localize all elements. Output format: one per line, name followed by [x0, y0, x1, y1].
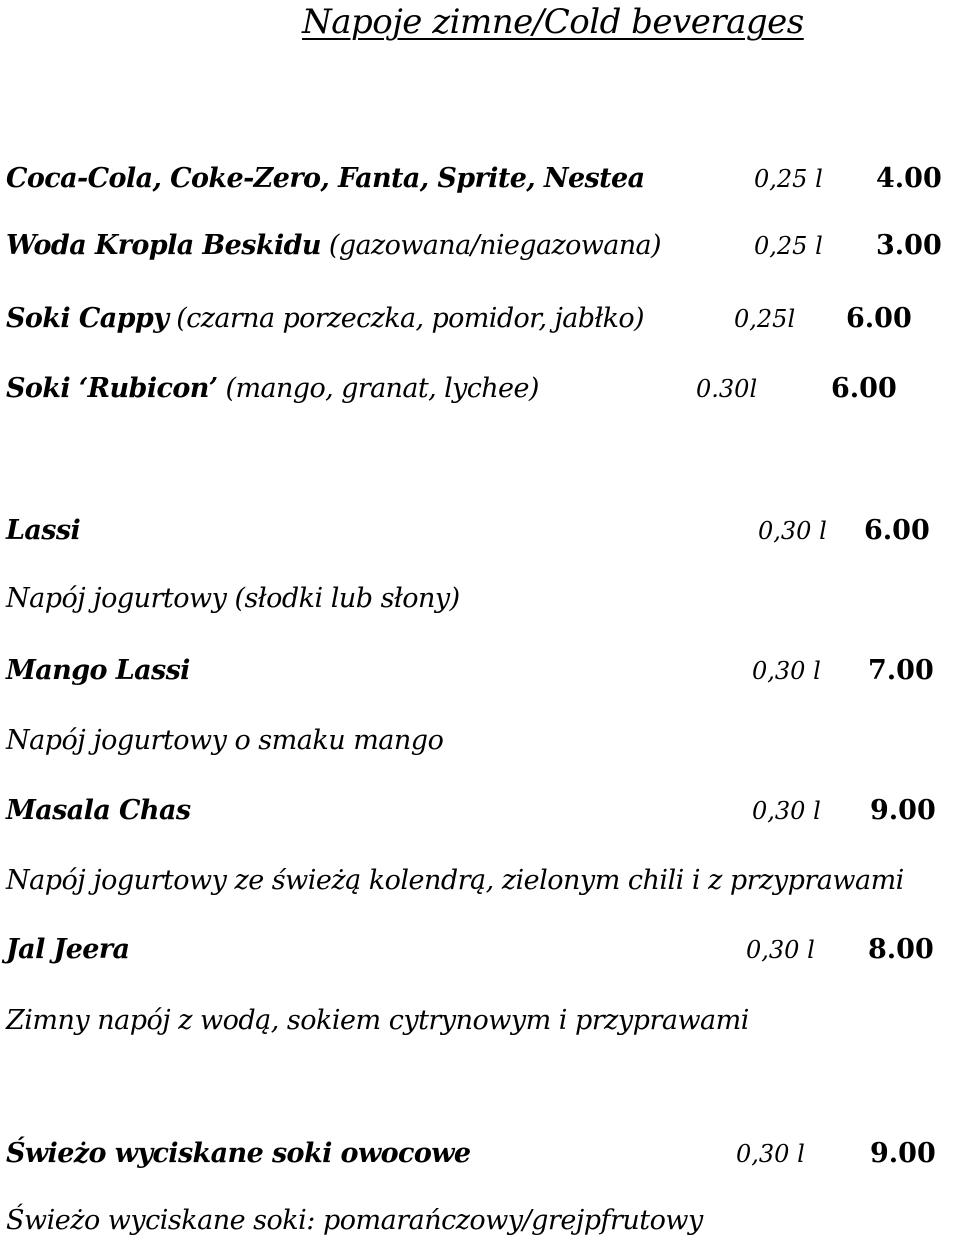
menu-item-water	[6, 230, 960, 274]
item-description: Napój jogurtowy ze świeżą kolendrą, zielonym chili i z przyprawami	[6, 865, 904, 896]
item-volume: 0,25 l	[754, 165, 823, 193]
item-description: Zimny napój z wodą, sokiem cytrynowym i przyprawami	[6, 1005, 749, 1036]
item-price: 3.00	[876, 230, 942, 261]
item-price: 8.00	[868, 934, 934, 965]
menu-item-jal-jeera	[6, 934, 960, 978]
menu-item-rubicon	[6, 373, 960, 417]
item-name: Coca-Cola, Coke-Zero, Fanta, Sprite, Nestea	[6, 163, 645, 194]
item-description: Świeżo wyciskane soki: pomarańczowy/grejpfrutowy	[6, 1205, 703, 1236]
item-name: Soki ‘Rubicon’ (mango, granat, lychee)	[6, 373, 539, 404]
item-name: Świeżo wyciskane soki owocowe	[6, 1138, 471, 1169]
item-volume: 0.30l	[696, 375, 758, 403]
item-volume: 0,30 l	[746, 936, 815, 964]
item-volume: 0,25 l	[754, 232, 823, 260]
item-name: Soki Cappy (czarna porzeczka, pomidor, jabłko)	[6, 303, 644, 334]
item-price: 6.00	[846, 303, 912, 334]
item-price: 4.00	[876, 163, 942, 194]
menu-item-lassi	[6, 515, 960, 559]
menu-item-masala-chas	[6, 795, 960, 839]
item-volume: 0,30 l	[736, 1140, 805, 1168]
item-price: 9.00	[870, 795, 936, 826]
menu-item-fresh-juices	[6, 1138, 960, 1182]
item-name: Jal Jeera	[6, 934, 130, 965]
item-description: Napój jogurtowy (słodki lub słony)	[6, 583, 460, 614]
menu-item-soft-drinks	[6, 163, 960, 207]
item-price: 6.00	[864, 515, 930, 546]
item-volume: 0,30 l	[752, 657, 821, 685]
item-name: Mango Lassi	[6, 655, 190, 686]
item-description: Napój jogurtowy o smaku mango	[6, 725, 444, 756]
item-name: Woda Kropla Beskidu (gazowana/niegazowana)	[6, 230, 661, 261]
menu-item-mango-lassi	[6, 655, 960, 699]
item-price: 7.00	[868, 655, 934, 686]
item-name: Masala Chas	[6, 795, 191, 826]
item-volume: 0,25l	[734, 305, 796, 333]
item-volume: 0,30 l	[758, 517, 827, 545]
item-price: 9.00	[870, 1138, 936, 1169]
menu-item-cappy	[6, 303, 960, 347]
item-price: 6.00	[831, 373, 897, 404]
item-name: Lassi	[6, 515, 81, 546]
item-volume: 0,30 l	[752, 797, 821, 825]
menu-title: Napoje zimne/Cold beverages	[302, 2, 804, 42]
